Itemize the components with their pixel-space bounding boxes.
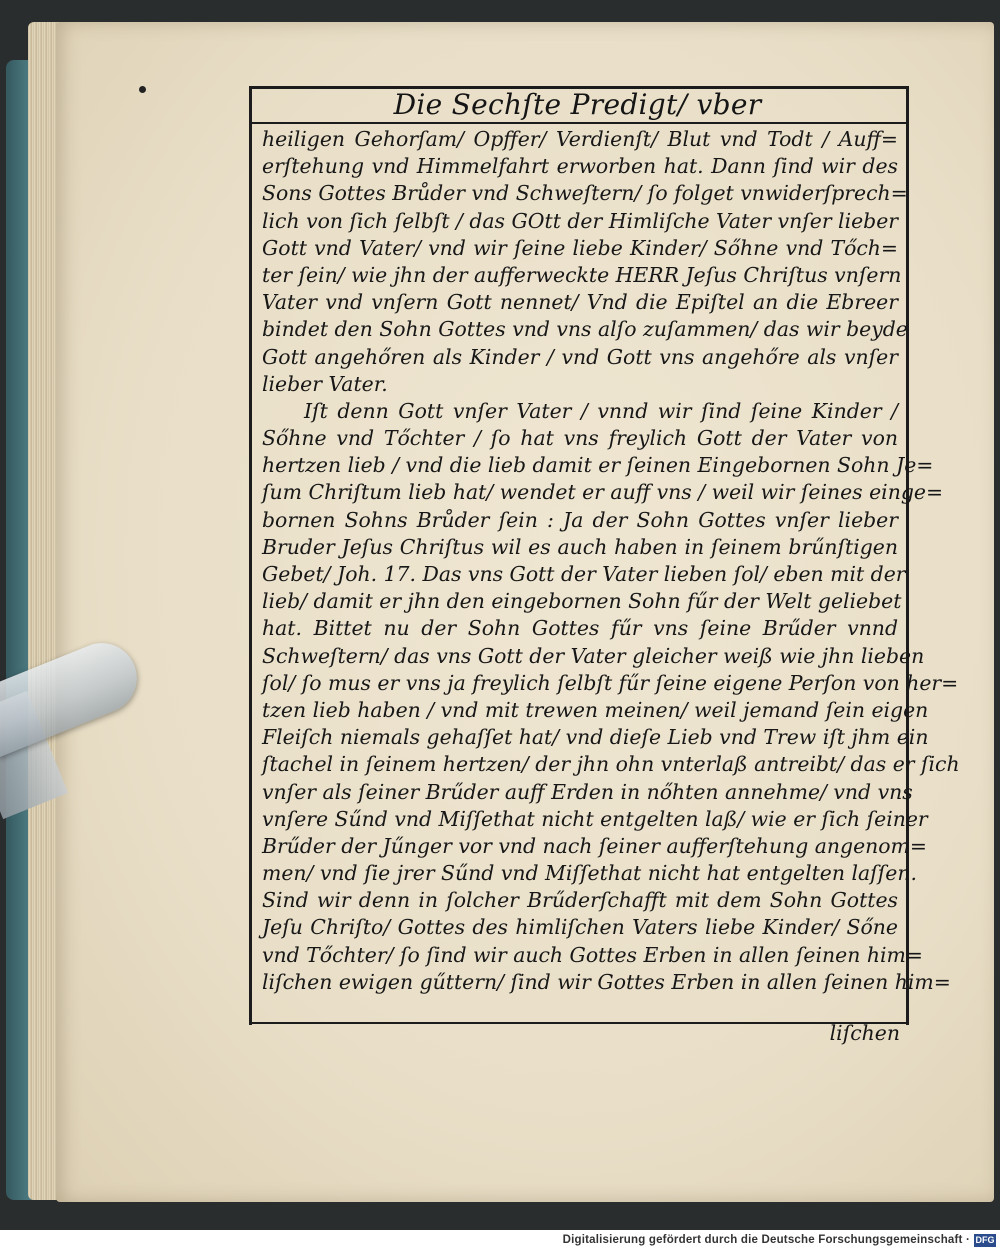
text-line: Bruder Jeſus Chriſtus wil es auch haben in ſeinem brűnſtigen	[262, 534, 898, 559]
text-line: Gott vnd Vater/ vnd wir ſeine liebe Kinder/ Sőhne vnd Tőch=	[262, 235, 898, 260]
text-line: vnd Tőchter/ ſo ſind wir auch Gottes Erben in allen ſeinen him=	[262, 942, 923, 967]
header-rule	[249, 122, 906, 124]
text-line: lich von ſich ſelbſt / das GOtt der Himliſche Vater vnſer lieber	[262, 208, 899, 233]
text-line: liſchen ewigen gűttern/ ſind wir Gottes Erben in allen ſeinen him=	[262, 969, 951, 994]
dfg-logo: DFG	[975, 1235, 995, 1245]
text-line: Jeſu Chriſto/ Gottes des himliſchen Vaters liebe Kinder/ Sőne	[262, 915, 898, 940]
text-line: hertzen lieb / vnd die lieb damit er ſeinen Eingebornen Sohn Je=	[262, 453, 934, 478]
text-line: Fleiſch niemals gehaſſet hat/ vnd dieſe Lieb vnd Trew iſt jhm ein	[262, 725, 929, 750]
text-line: Gebet/ Joh. 17. Das vns Gott der Vater lieben ſol/ eben mit der	[262, 562, 906, 586]
text-line: Brűder der Jűnger vor vnd nach ſeiner aufferſtehung angenom=	[262, 833, 927, 858]
text-line: men/ vnd ſie jrer Sűnd vnd Miſſethat nicht hat entgelten laſſen.	[262, 861, 917, 886]
text-line: ſol/ ſo mus er vns ja freylich ſelbſt fűr ſeine eigene Perſon von her=	[262, 670, 959, 695]
body-text	[262, 126, 960, 996]
text-line: Sons Gottes Brůder vnd Schweſtern/ ſo folget vnwiderſprech=	[262, 181, 908, 206]
text-line: Vater vnd vnſern Gott nennet/ Vnd die Epiſtel an die Ebreer	[262, 290, 898, 315]
credit-text: Digitalisierung gefördert durch die Deutsche Forschungsgemeinschaft ·	[562, 1234, 970, 1246]
text-line: hat. Bittet nu der Sohn Gottes fűr vns ſeine Brűder vnnd	[262, 616, 898, 641]
text-line: tzen lieb haben / vnd mit trewen meinen/ weil jemand ſein eigen	[262, 697, 929, 722]
text-line: bornen Sohns Brůder ſein : Ja der Sohn Gottes vnſer lieber	[262, 507, 898, 532]
text-line: lieb/ damit er jhn den eingebornen Sohn fűr der Welt geliebet	[262, 589, 902, 614]
text-line: erſtehung vnd Himmelfahrt erworben hat. Dann ſind wir des	[262, 154, 898, 179]
text-line: ſtachel in ſeinem hertzen/ der jhn ohn vnterlaß antreibt/ das er ſich	[262, 752, 960, 777]
running-head: Die Sechſte Predigt/ vber	[393, 88, 762, 121]
text-line: vnſer als ſeiner Brűder auff Erden in nőhten annehme/ vnd vns	[262, 779, 913, 804]
text-line: Gott angehőren als Kinder / vnd Gott vns angehőre als vnſer	[262, 344, 898, 369]
text-line: Iſt denn Gott vnſer Vater / vnnd wir ſind ſeine Kinder /	[304, 398, 898, 423]
text-line: ſum Chriſtum lieb hat/ wendet er auff vns / weil wir ſeines einge=	[262, 480, 944, 505]
text-line: Sind wir denn in ſolcher Brűderſchafft mit dem Sohn Gottes	[262, 888, 898, 913]
text-line: ter ſein/ wie jhn der aufferweckte HERR Jeſus Chriſtus vnſern	[262, 262, 902, 287]
text-line: heiligen Gehorſam/ Opffer/ Verdienſt/ Blut vnd Todt / Auff=	[262, 127, 898, 151]
text-line: bindet den Sohn Gottes vnd vns alſo zuſammen/ das wir beyde	[262, 317, 908, 342]
catchword: liſchen	[829, 1021, 900, 1045]
text-line: Sőhne vnd Tőchter / ſo hat vns freylich Gott der Vater von	[262, 426, 898, 451]
text-line: Schweſtern/ das vns Gott der Vater gleicher weiß wie jhn lieben	[262, 643, 925, 668]
text-line: lieber Vater.	[262, 371, 388, 396]
text-line: vnſere Sűnd vnd Miſſethat nicht entgelten laß/ wie er ſich ſeiner	[262, 806, 928, 831]
ink-dot	[139, 86, 146, 93]
